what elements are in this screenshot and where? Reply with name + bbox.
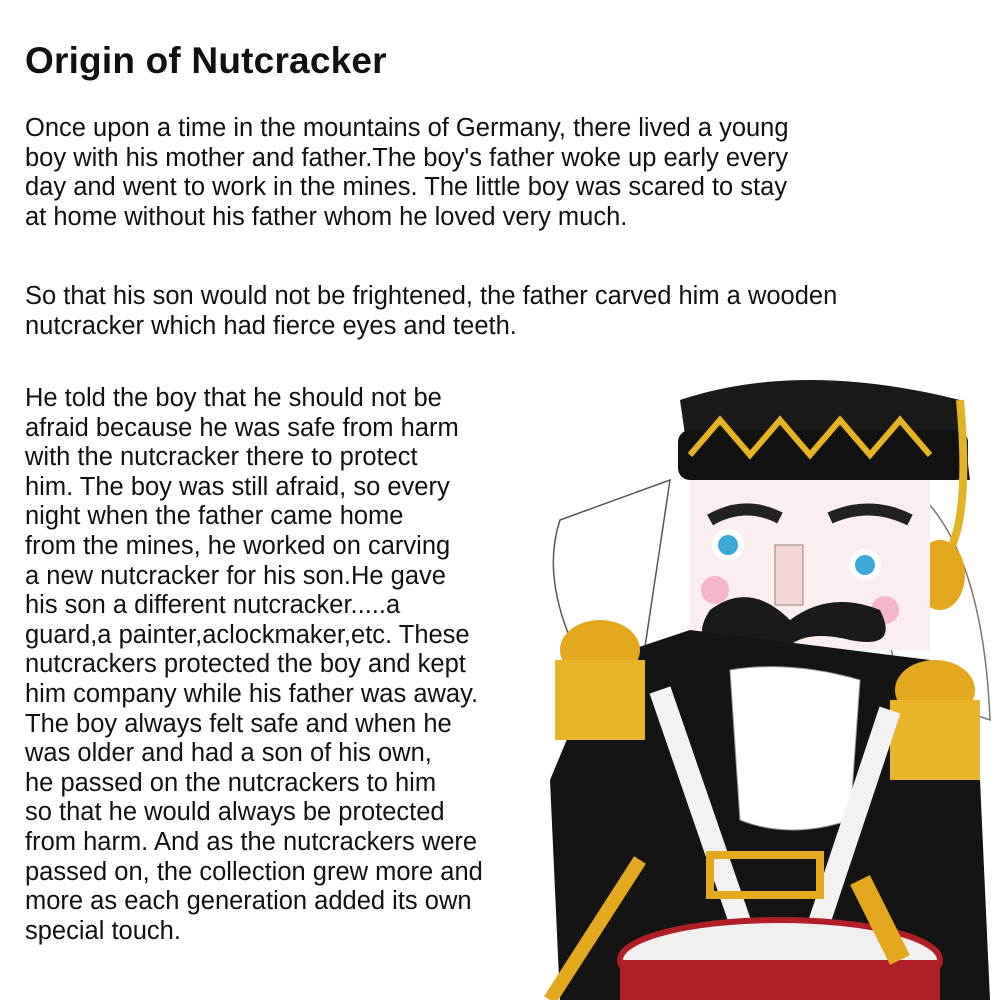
page-title: Origin of Nutcracker <box>25 40 387 81</box>
text-line: with the nutcracker there to protect <box>25 443 418 472</box>
text-line: more as each generation added its own <box>25 887 472 916</box>
text-line: from harm. And as the nutcrackers were <box>25 827 478 856</box>
text-line: The boy always felt safe and when he <box>25 709 452 738</box>
paragraph-story <box>25 384 483 946</box>
beard <box>730 667 860 830</box>
text-line: special touch. <box>25 916 181 945</box>
text-line: a new nutcracker for his son.He gave <box>25 561 446 590</box>
text-line: so that he would always be protected <box>25 798 445 827</box>
text-line: guard,a painter,aclockmaker,etc. These <box>25 620 470 649</box>
text-line: was older and had a son of his own, <box>25 739 432 768</box>
paragraph-carving <box>25 282 837 341</box>
text-line: nutcrackers protected the boy and kept <box>25 650 466 679</box>
text-line: him. The boy was still afraid, so every <box>25 472 450 501</box>
text-line: passed on, the collection grew more and <box>25 857 483 886</box>
text-line: So that his son would not be frightened, the father carved him a wooden <box>25 282 838 310</box>
text-line: his son a different nutcracker.....a <box>25 591 401 620</box>
text-line: he passed on the nutcrackers to him <box>25 768 437 797</box>
text-line: from the mines, he worked on carving <box>25 531 451 560</box>
paragraph-intro <box>25 114 789 232</box>
text-line: him company while his father was away. <box>25 679 479 708</box>
text-line: day and went to work in the mines. The little boy was scared to stay <box>25 173 788 202</box>
text-line: at home without his father whom he loved very much. <box>25 202 628 231</box>
nutcracker-illustration <box>520 360 1000 1000</box>
text-line: Once upon a time in the mountains of Germany, there lived a young <box>25 114 789 142</box>
text-line: nutcracker which had fierce eyes and teeth. <box>25 311 517 340</box>
text-line: He told the boy that he should not be <box>25 384 442 412</box>
text-line: night when the father came home <box>25 502 404 531</box>
text-line: afraid because he was safe from harm <box>25 413 459 442</box>
text-line: boy with his mother and father.The boy's father woke up early every <box>25 143 789 172</box>
